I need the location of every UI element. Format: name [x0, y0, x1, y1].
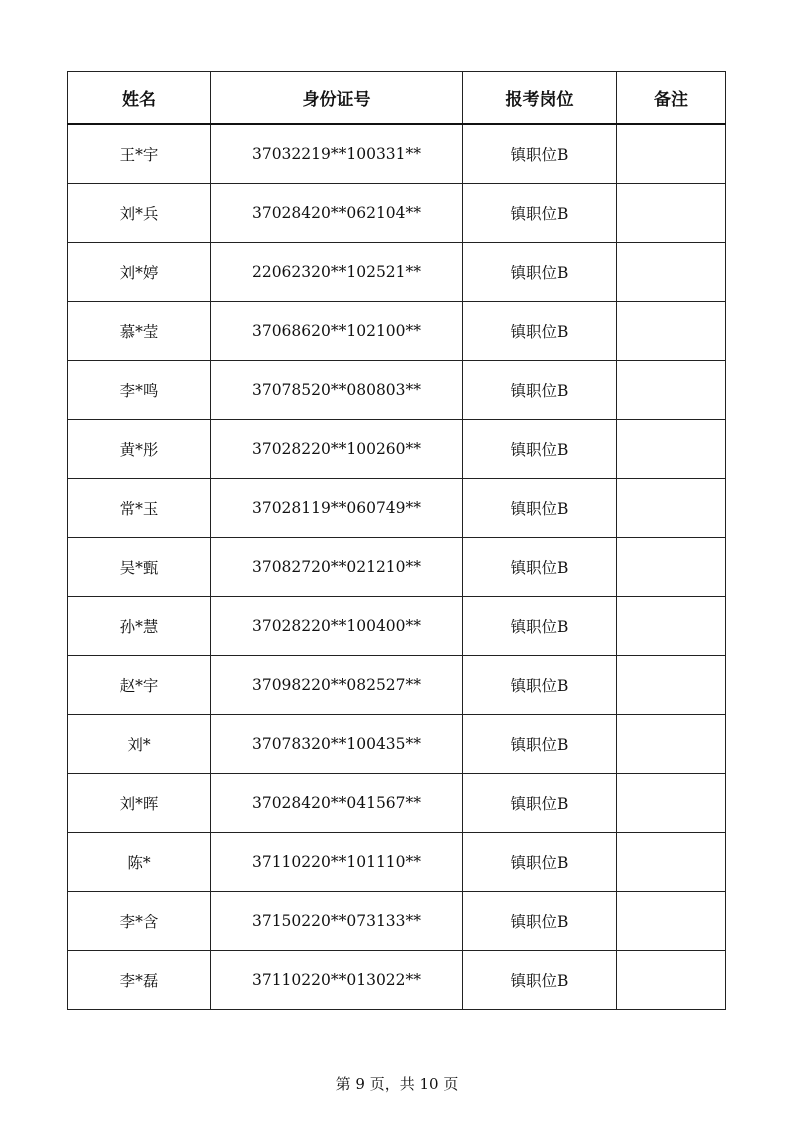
cell-note	[617, 597, 726, 656]
cell-name: 常*玉	[68, 479, 211, 538]
cell-position: 镇职位B	[463, 597, 617, 656]
table-row	[68, 892, 726, 951]
cell-id-number: 37078320**100435**	[211, 715, 463, 774]
cell-id-number: 37028220**100400**	[211, 597, 463, 656]
header-position: 报考岗位	[463, 72, 617, 125]
cell-name: 陈*	[68, 833, 211, 892]
table-row	[68, 833, 726, 892]
table-body	[68, 124, 726, 1010]
table-row	[68, 951, 726, 1010]
cell-name: 刘*婷	[68, 243, 211, 302]
cell-id-number: 37098220**082527**	[211, 656, 463, 715]
cell-position: 镇职位B	[463, 774, 617, 833]
table-row	[68, 656, 726, 715]
cell-name: 李*磊	[68, 951, 211, 1010]
table-row	[68, 184, 726, 243]
cell-position: 镇职位B	[463, 420, 617, 479]
cell-name: 李*鸣	[68, 361, 211, 420]
cell-note	[617, 951, 726, 1010]
cell-note	[617, 243, 726, 302]
cell-position: 镇职位B	[463, 361, 617, 420]
table-row	[68, 420, 726, 479]
cell-note	[617, 774, 726, 833]
table-row	[68, 538, 726, 597]
cell-id-number: 22062320**102521**	[211, 243, 463, 302]
cell-note	[617, 184, 726, 243]
cell-position: 镇职位B	[463, 951, 617, 1010]
cell-id-number: 37110220**013022**	[211, 951, 463, 1010]
cell-name: 刘*晖	[68, 774, 211, 833]
cell-note	[617, 833, 726, 892]
cell-name: 刘*	[68, 715, 211, 774]
table-row	[68, 479, 726, 538]
cell-name: 黄*彤	[68, 420, 211, 479]
cell-position: 镇职位B	[463, 892, 617, 951]
cell-name: 王*宇	[68, 124, 211, 184]
cell-name: 李*含	[68, 892, 211, 951]
cell-id-number: 37032219**100331**	[211, 124, 463, 184]
header-name: 姓名	[68, 72, 211, 125]
cell-note	[617, 715, 726, 774]
cell-position: 镇职位B	[463, 538, 617, 597]
cell-note	[617, 420, 726, 479]
cell-note	[617, 302, 726, 361]
cell-position: 镇职位B	[463, 833, 617, 892]
cell-name: 赵*宇	[68, 656, 211, 715]
cell-position: 镇职位B	[463, 124, 617, 184]
cell-position: 镇职位B	[463, 715, 617, 774]
cell-position: 镇职位B	[463, 656, 617, 715]
page-number-footer: 第 9 页，共 10 页	[335, 1075, 459, 1093]
cell-note	[617, 479, 726, 538]
cell-note	[617, 124, 726, 184]
cell-id-number: 37028420**062104**	[211, 184, 463, 243]
table-row	[68, 774, 726, 833]
cell-name: 慕*莹	[68, 302, 211, 361]
table-header	[68, 72, 726, 125]
cell-note	[617, 892, 726, 951]
cell-id-number: 37028420**041567**	[211, 774, 463, 833]
cell-position: 镇职位B	[463, 479, 617, 538]
cell-id-number: 37110220**101110**	[211, 833, 463, 892]
header-id-number: 身份证号	[211, 72, 463, 125]
cell-id-number: 37078520**080803**	[211, 361, 463, 420]
header-row	[68, 72, 726, 125]
cell-note	[617, 361, 726, 420]
table-row	[68, 302, 726, 361]
cell-name: 孙*慧	[68, 597, 211, 656]
cell-id-number: 37028220**100260**	[211, 420, 463, 479]
candidate-table-container	[67, 71, 721, 1010]
cell-id-number: 37068620**102100**	[211, 302, 463, 361]
cell-id-number: 37082720**021210**	[211, 538, 463, 597]
cell-name: 吴*甄	[68, 538, 211, 597]
table-row	[68, 597, 726, 656]
cell-name: 刘*兵	[68, 184, 211, 243]
candidate-table	[67, 71, 726, 1010]
table-row	[68, 124, 726, 184]
table-row	[68, 361, 726, 420]
cell-position: 镇职位B	[463, 302, 617, 361]
cell-note	[617, 656, 726, 715]
table-row	[68, 243, 726, 302]
cell-id-number: 37150220**073133**	[211, 892, 463, 951]
cell-position: 镇职位B	[463, 243, 617, 302]
cell-position: 镇职位B	[463, 184, 617, 243]
header-note: 备注	[617, 72, 726, 125]
cell-id-number: 37028119**060749**	[211, 479, 463, 538]
table-row	[68, 715, 726, 774]
cell-note	[617, 538, 726, 597]
